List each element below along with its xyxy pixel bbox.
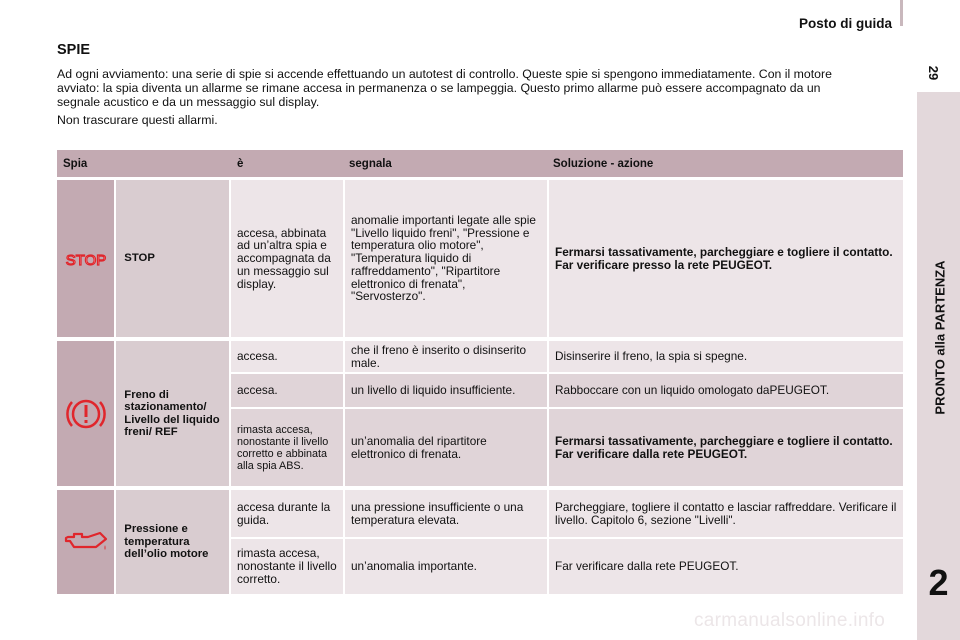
chapter-number: 2 (928, 562, 949, 603)
intro-text (57, 67, 857, 131)
header-segnala: segnala (349, 157, 392, 170)
state-cell: rimasta accesa, nonostante il livello corretto. (231, 539, 343, 594)
state-cell: rimasta accesa, nonostante il livello corretto e abbinata alla spia ABS. (231, 409, 343, 486)
table-row (231, 180, 903, 337)
state-cell: accesa durante la guida. (231, 490, 343, 537)
action-cell: Disinserire il freno, la spia si spegne. (549, 341, 903, 372)
brake-warning-icon-cell (57, 341, 114, 486)
signal-cell: anomalie importanti legate alle spie "Livello liquido freni", "Pressione e temperatura olio motore", "Temperatura liquido di raffreddamento", "Ripartitore elettronico di frenata", "Servosterzo". (345, 180, 547, 337)
table-group-stop (57, 180, 903, 337)
action-cell: Fermarsi tassativamente, parcheggiare e togliere il contatto. Far verificare dalla rete PEUGEOT. (549, 409, 903, 486)
stop-warning-icon (60, 249, 112, 269)
header-e: è (237, 157, 244, 170)
table-row (231, 341, 903, 372)
state-cell: accesa. (231, 341, 343, 372)
page-header-title: Posto di guida (799, 16, 892, 31)
action-cell: Far verificare dalla rete PEUGEOT. (549, 539, 903, 594)
chapter-label: PRONTO alla PARTENZA (932, 260, 948, 415)
table-row (231, 374, 903, 407)
section-title: SPIE (57, 42, 91, 58)
action-cell: Fermarsi tassativamente, parcheggiare e togliere il contatto. Far verificare presso la rete PEUGEOT. (549, 180, 903, 337)
intro-paragraph: Non trascurare questi allarmi. (57, 113, 218, 127)
state-cell: accesa. (231, 374, 343, 407)
table-header-row (57, 150, 903, 177)
warning-light-name: Freno di stazionamento/ Livello del liquido freni/ REF (116, 341, 229, 486)
warning-light-name: Pressione e temperatura dell’olio motore (116, 490, 229, 594)
table-row (231, 539, 903, 594)
oil-can-icon (62, 527, 110, 557)
state-cell: accesa, abbinata ad un’altra spia e accompagnata da un messaggio sul display. (231, 180, 343, 337)
signal-cell: un’anomalia del ripartitore elettronico di frenata. (345, 409, 547, 486)
table-row (231, 409, 903, 486)
warning-light-name: STOP (116, 180, 229, 337)
table-group-brake (57, 341, 903, 486)
warning-lights-table (57, 150, 903, 597)
intro-paragraph: Ad ogni avviamento: una serie di spie si accende effettuando un autotest di controllo. Queste spie si spengono immediatamente. Con il motore avviato: la spia diventa un allarme se rimane accesa in permanenza o se lampeggia. Questo primo allarme può essere accompagnato da un segnale acustico e da un messaggio sul display. (57, 67, 832, 109)
svg-text:STOP: STOP (65, 251, 106, 269)
signal-cell: che il freno è inserito o disinserito male. (345, 341, 547, 372)
signal-cell: una pressione insufficiente o una temperatura elevata. (345, 490, 547, 537)
page-number: 29 (926, 65, 941, 81)
header-spia: Spia (63, 157, 88, 170)
brake-warning-icon (62, 394, 110, 434)
header-divider (900, 0, 903, 26)
table-row (231, 490, 903, 537)
stop-warning-icon-cell (57, 180, 114, 337)
action-cell: Rabboccare con un liquido omologato daPEUGEOT. (549, 374, 903, 407)
action-cell: Parcheggiare, togliere il contatto e lasciar raffreddare. Verificare il livello. Capitolo 6, sezione "Livelli". (549, 490, 903, 537)
header-soluzione: Soluzione - azione (553, 157, 654, 170)
table-group-oil (57, 490, 903, 594)
signal-cell: un’anomalia importante. (345, 539, 547, 594)
oil-pressure-icon-cell (57, 490, 114, 594)
signal-cell: un livello di liquido insufficiente. (345, 374, 547, 407)
watermark: carmanualsonline.info (694, 610, 886, 631)
